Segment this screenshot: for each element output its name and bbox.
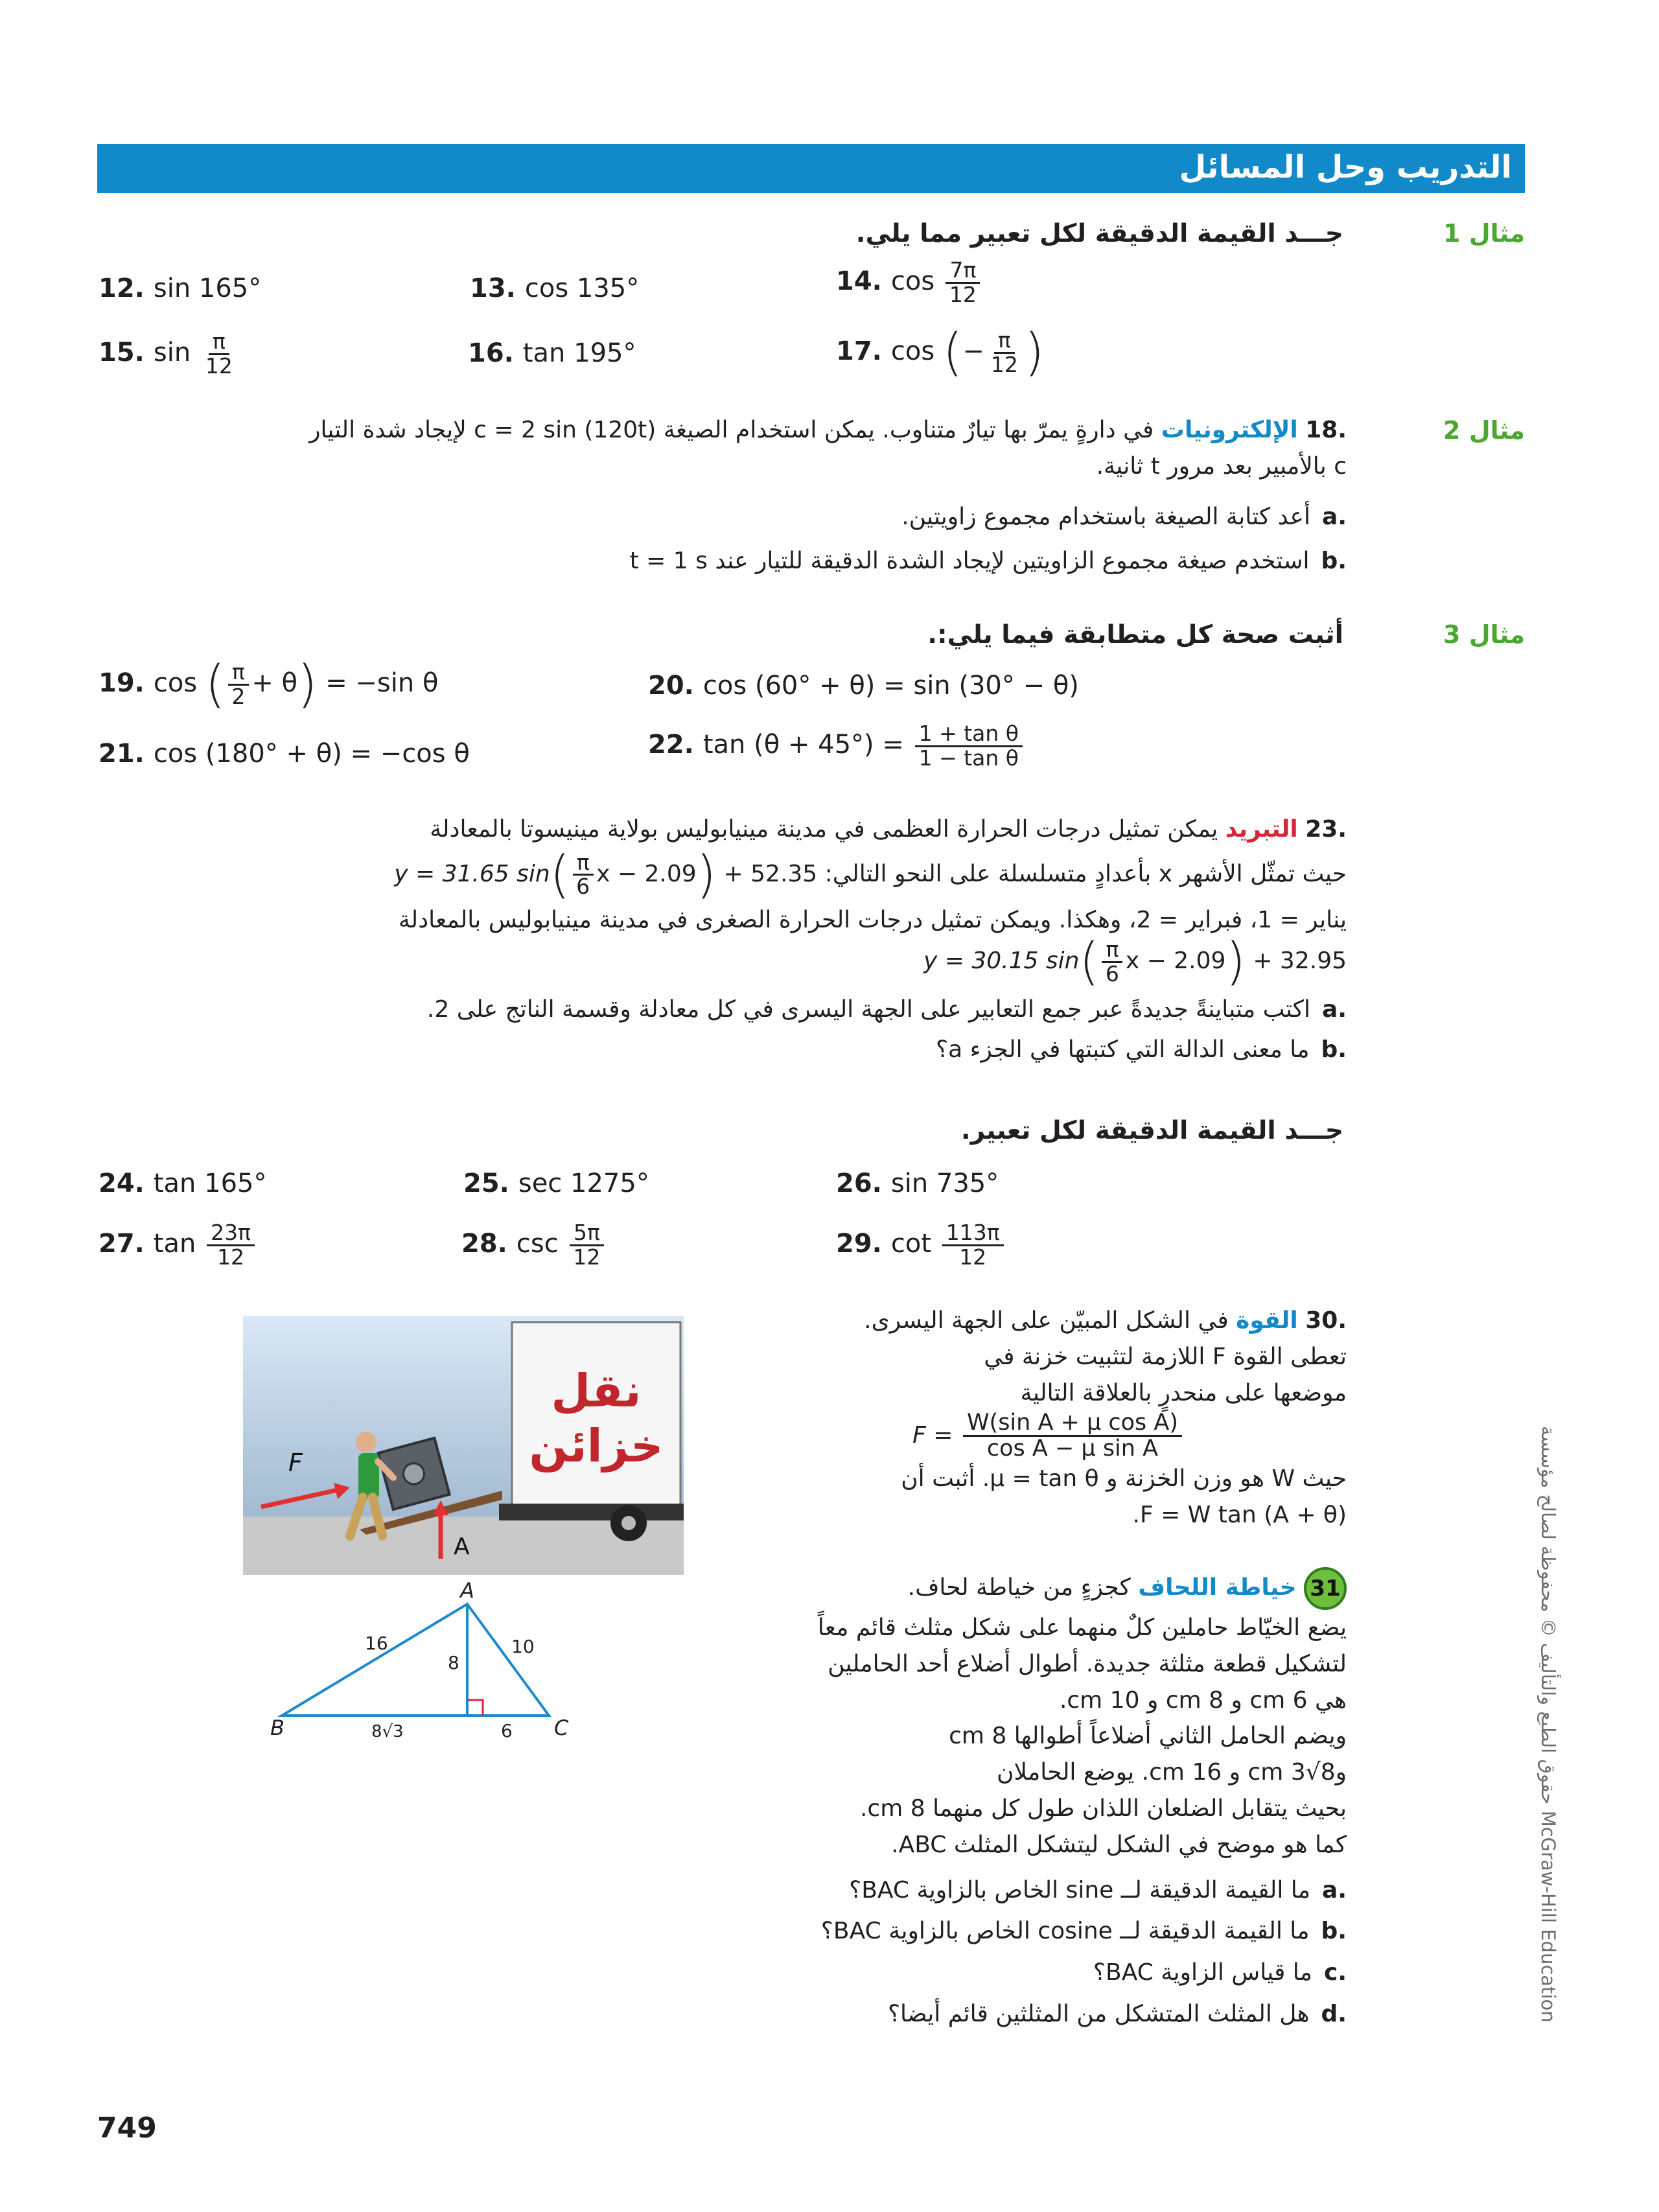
side-copyright	[1537, 1426, 1579, 2074]
problem-31-c: .cما قياس الزاوية BAC؟	[1093, 1959, 1347, 1986]
height-label: 8	[448, 1652, 459, 1673]
triangle-diagram	[256, 1581, 580, 1743]
fraction: $\frac{\pi}{12}$	[205, 329, 233, 378]
example-3-label: مثال 3	[1443, 620, 1525, 649]
vertex-c: C	[554, 1716, 569, 1740]
problem-23: .23 التبريد يمكن تمثيل درجات الحرارة العظمى في مدينة مينيابوليس بولاية مينيسوتا بالمعادلة حيث تمثّل الأشهر x بأعدادٍ متسلسلة على النحو التالي: y = 31.65 sin( $\frac{\pi}{6}$ x − 2.09) + 52.35 يناير = 1، فبراير = 2، وهكذا. ويمكن تمثيل درجات الحرارة الصغرى في مدينة مينيابوليس بالمعادلة y = 30.15 sin( $\frac{\pi}{6}$ x − 2.09) + 32.95 .aاكتب متباينةً جديدةً عبر جمع التعابير على الجهة اليسرى في كل معادلة وقسمة الناتج على 2. .bما معنى الدالة التي كتبتها في الجزء a؟	[180, 811, 1347, 1068]
exercise-20: 20. cos (60° + θ) = sin (30° − θ)	[648, 671, 1079, 701]
truck-ramp-illustration	[243, 1316, 684, 1575]
exercise-21: 21. cos (180° + θ) = −cos θ	[99, 739, 470, 769]
problem-30: .30 القوة في الشكل المبيّن على الجهة اليسرى. تعطى القوة F اللازمة لتثبيت خزنة في موضعها على منحدرٍ بالعلاقة التالية F = $\frac{\text{W(sin A + μ cos A)}}{\text{cos A − μ sin A}}$ حيث W هو وزن الخزنة و μ = tan θ. أثبت أن F = W tan (A + θ).	[864, 1307, 1347, 1528]
problem-18-b: .bاستخدم صيغة مجموع الزاويتين لإيجاد الشدة الدقيقة للتيار عند t = 1 s	[629, 548, 1347, 574]
equation-max: y = 31.65 sin( $\frac{\pi}{6}$ x − 2.09) + 52.35	[394, 845, 818, 904]
problem-23-b: .bما معنى الدالة التي كتبتها في الجزء a؟	[936, 1036, 1347, 1063]
section4-instruction: جـــد القيمة الدقيقة لكل تعبير.	[960, 1116, 1343, 1145]
problem-23-a: .aاكتب متباينةً جديدةً عبر جمع التعابير على الجهة اليسرى في كل معادلة وقسمة الناتج على 2.	[426, 996, 1347, 1023]
exercise-27: 27. tan $\frac{23\pi}{12}$	[99, 1222, 257, 1268]
exercise-25: 25. sec 1275°	[463, 1169, 649, 1198]
side-ab-label: 16	[365, 1633, 388, 1654]
exercise-17: 17. cos (− $\frac{\pi}{12}$ )	[836, 323, 1045, 382]
problem-31-b: .bما القيمة الدقيقة لــ cosine الخاص بالزاوية BAC؟	[820, 1918, 1347, 1945]
section-title: التدريب وحل المسائل	[1179, 149, 1512, 185]
exercise-29: 29. cot $\frac{113\pi}{12}$	[836, 1222, 1006, 1268]
exercise-22: 22. tan (θ + 45°) = $\frac{\text{1 + tan θ}}{\text{1 − tan θ}}$	[648, 723, 1025, 769]
label-f: F	[288, 1449, 303, 1477]
equation-min: y = 30.15 sin( $\frac{\pi}{6}$ x − 2.09) + 32.95	[923, 932, 1347, 991]
section-banner	[97, 144, 1525, 193]
fraction: $\frac{23\pi}{12}$	[207, 1222, 255, 1268]
page-number: 749	[97, 2112, 157, 2145]
fraction: $\frac{5\pi}{12}$	[569, 1222, 604, 1268]
side-ac-label: 10	[511, 1636, 535, 1657]
fraction: $\frac{7\pi}{12}$	[946, 259, 980, 306]
fraction: $\frac{\text{W(sin A + μ cos A)}}{\text{cos A − μ sin A}}$	[963, 1411, 1182, 1461]
section3-instruction: أثبت صحة كل متطابقة فيما يلي:.	[927, 620, 1343, 649]
exercise-28: 28. csc $\frac{5\pi}{12}$	[461, 1222, 607, 1268]
fraction: $\frac{\pi}{6}$	[1102, 938, 1123, 985]
label-a: A	[454, 1533, 470, 1560]
problem-18-a: .aأعد كتابة الصيغة باستخدام مجموع زاويتين.	[901, 504, 1347, 530]
problem-31: 31 خياطة اللحاف كجزءٍ من خياطة لحاف. يضع الخيّاط حاملين كلٌ منهما على شكل مثلث قائم معاً لتشكيل قطعة مثلثة جديدة. أطوال أضلاع أحد الحاملين هي 6 cm و 8 cm و 10 cm. ويضم الحامل الثاني أضلاعاً أطوالها 8 cm و8√3 cm و 16 cm. يوضع الحاملان بحيث يتقابل الضلعان اللذان طول كل منهما 8 cm. كما هو موضح في الشكل ليتشكل المثلث ABC. .aما القيمة الدقيقة لــ sine الخاص بالزاوية BAC؟ .bما القيمة الدقيقة لــ cosine الخاص بالزاوية BAC؟ .cما قياس الزاوية BAC؟ .dهل المثلث المتشكل من المثلثين قائم أيضا؟	[699, 1567, 1347, 2032]
fraction: $\frac{\pi}{2}$	[227, 661, 249, 708]
exercise-16: 16. tan 195°	[468, 338, 636, 368]
exercise-14: 14. cos $\frac{7\pi}{12}$	[836, 259, 983, 306]
problem-31-a: .aما القيمة الدقيقة لــ sine الخاص بالزاوية BAC؟	[849, 1876, 1347, 1903]
problem-31-d: .dهل المثلث المتشكل من المثلثين قائم أيضا؟	[887, 2000, 1347, 2027]
exercise-13: 13. cos 135°	[470, 274, 640, 303]
base-left-label: 8√3	[371, 1722, 404, 1741]
base-right-label: 6	[501, 1720, 513, 1741]
section1-instruction: جـــد القيمة الدقيقة لكل تعبير مما يلي.	[855, 219, 1343, 248]
fraction: $\frac{\pi}{6}$	[572, 852, 594, 898]
right-angle-mark	[467, 1700, 483, 1716]
fraction: $\frac{\pi}{12}$	[990, 327, 1018, 377]
truck-text-1: نقل	[551, 1364, 642, 1417]
fraction: $\frac{\text{1 + tan θ}}{\text{1 − tan θ}}$	[915, 723, 1023, 769]
copyright-text: حقوق الطبع والتأليف © محفوظة لصالح مؤسسة McGraw-Hill Education	[1537, 1426, 1559, 2023]
exercise-26: 26. sin 735°	[836, 1169, 999, 1198]
exercise-15: 15. sin $\frac{\pi}{12}$	[99, 331, 239, 377]
vertex-a: A	[460, 1581, 474, 1603]
problem-31-badge: 31	[1304, 1567, 1347, 1610]
vertex-b: B	[270, 1716, 284, 1740]
triangle-abc	[282, 1604, 549, 1716]
force-formula: F = $\frac{\text{W(sin A + μ cos A)}}{\text{cos A − μ sin A}}$	[912, 1422, 1185, 1449]
exercise-12: 12. sin 165°	[99, 274, 262, 303]
exercise-19: 19. cos ( $\frac{\pi}{2}$ + θ) = −sin θ	[99, 655, 439, 714]
fraction: $\frac{113\pi}{12}$	[942, 1222, 1004, 1268]
truck-text-2: خزائن	[529, 1419, 664, 1473]
problem-18: .18 الإلكترونيات في دارةٍ يمرّ بها تيارٌ متناوب. يمكن استخدام الصيغة c = 2 sin (120t) لإيجاد شدة التيار c بالأمبير بعد مرور t ثانية.	[309, 417, 1347, 480]
exercise-24: 24. tan 165°	[99, 1169, 267, 1198]
truck-bed	[499, 1504, 684, 1520]
wheel-hub	[621, 1516, 636, 1530]
example-2-label: مثال 2	[1443, 416, 1525, 445]
example-1-label: مثال 1	[1443, 219, 1525, 248]
